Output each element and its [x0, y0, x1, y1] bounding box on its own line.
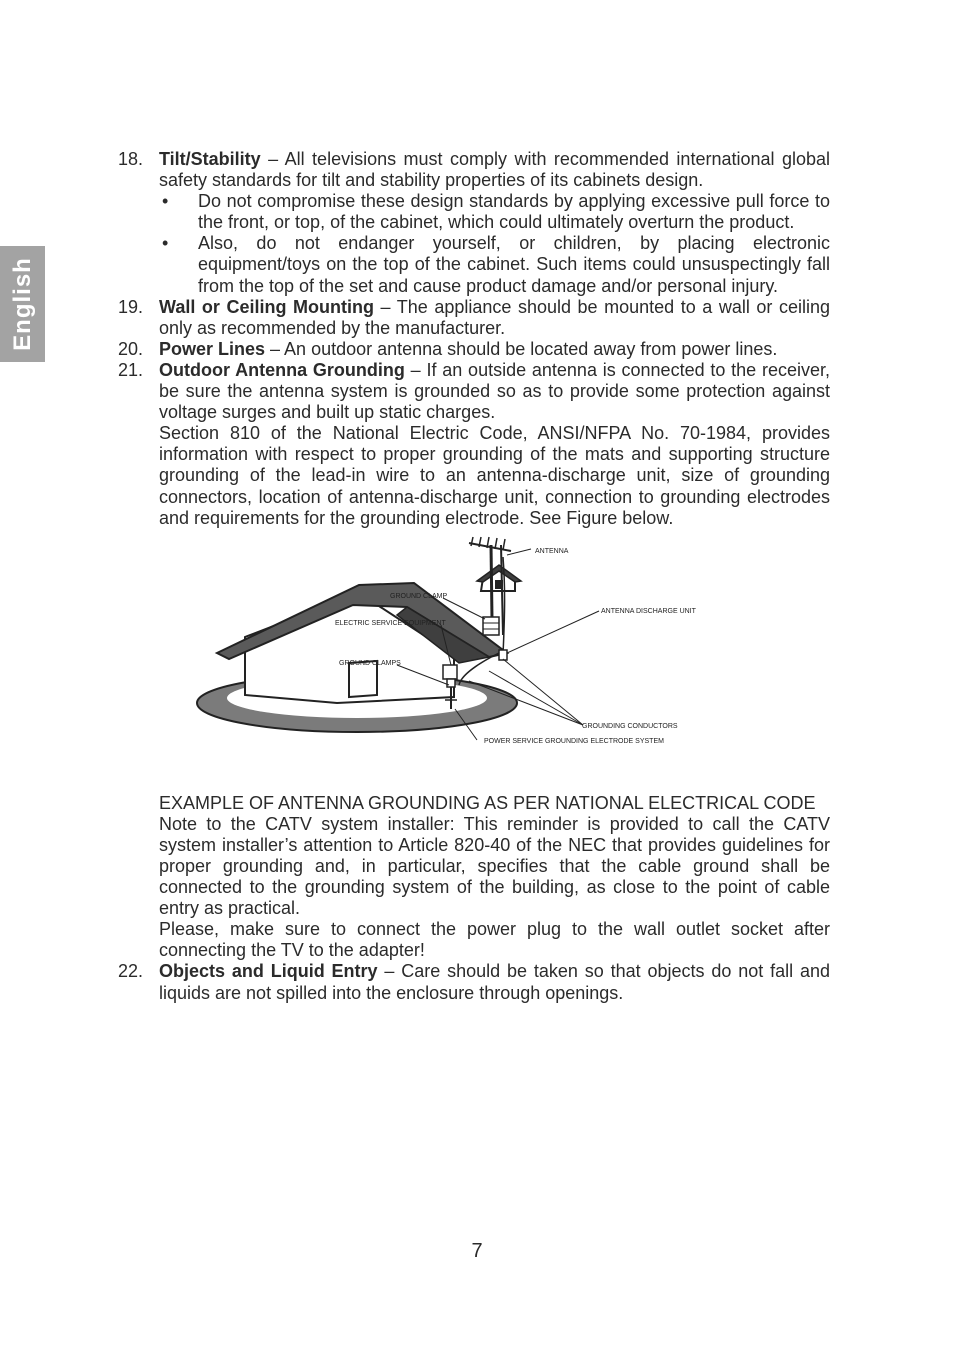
label-grounding-conductors: GROUNDING CONDUCTORS: [582, 722, 678, 730]
language-tab: [0, 246, 45, 362]
page-content: [118, 149, 830, 1004]
item-number: 18.: [118, 149, 144, 169]
list-item-18: [118, 149, 830, 297]
item-title: Outdoor Antenna Grounding: [159, 359, 405, 380]
bullet-item: [159, 191, 830, 233]
item-title: Tilt/Stability: [159, 149, 261, 169]
power-plug-note: Please, make sure to connect the power plug to the wall outlet socket after connecting the TV to the adapter!: [159, 919, 830, 961]
item-text: [159, 961, 830, 1003]
item-number: 20.: [118, 338, 144, 359]
item-title: Power Lines: [159, 338, 266, 359]
label-antenna-discharge-unit: ANTENNA DISCHARGE UNIT: [601, 607, 696, 615]
bullet-dot: •: [162, 191, 169, 212]
item-body: – Care should be taken so that objects do not fall and liquids are not spilled into the enclosure through openings.: [159, 961, 830, 1003]
catv-note: Note to the CATV system installer: This reminder is provided to call the CATV system installer’s attention to Article 820-40 of the NEC that provides guidelines for proper grounding and, in particular, specifies that the cable ground shall be connected to the grounding system of the building, as close to the point of cable entry as practical.: [159, 813, 830, 919]
bullet-text: Do not compromise these design standards by applying excessive pull force to the front, or top, of the cabinet, which could ultimately overturn the product.: [198, 191, 830, 233]
label-antenna: ANTENNA: [535, 547, 569, 555]
item-number: 22.: [118, 961, 144, 982]
item-body: – The appliance should be mounted to a wall or ceiling only as recommended by the manufacturer.: [159, 296, 830, 338]
item-title: Wall or Ceiling Mounting: [159, 296, 374, 317]
item-number: 21.: [118, 359, 144, 380]
item-text: [159, 297, 830, 339]
label-ground-clamp: GROUND CLAMP: [390, 592, 448, 600]
item-text: [159, 149, 830, 191]
item-body: – If an outside antenna is connected to the receiver, be sure the antenna system is grounded so as to provide some protection against voltage surges and built up static charges.: [159, 359, 831, 423]
bullet-dot: •: [162, 233, 169, 254]
page-number: 7: [471, 1240, 483, 1262]
list-item-22: [118, 961, 830, 1003]
language-tab-label: English: [8, 257, 36, 351]
antenna-grounding-diagram: [159, 535, 871, 765]
antenna-grounding-figure: [159, 535, 871, 765]
list-item-19: [118, 297, 830, 339]
label-grounding-electrode-system: POWER SERVICE GROUNDING ELECTRODE SYSTEM: [484, 737, 664, 745]
label-ground-clamps: GROUND CLAMPS: [339, 659, 401, 667]
section-810-paragraph: Section 810 of the National Electric Code, ANSI/NFPA No. 70-1984, provides information with respect to proper grounding of the mats and supporting structure grounding of the lead-in wire to an antenna-discharge unit, size of grounding connectors, location of antenna-discharge unit, connection to grounding electrodes and requirements for the grounding electrode. See Figure below.: [159, 423, 830, 528]
item-body: – An outdoor antenna should be located away from power lines.: [265, 338, 778, 359]
bullet-item: [159, 233, 830, 296]
figure-caption: EXAMPLE OF ANTENNA GROUNDING AS PER NATIONAL ELECTRICAL CODE: [159, 792, 816, 813]
list-item-20: [118, 339, 830, 360]
item-text: [159, 360, 830, 423]
item-title: Objects and Liquid Entry: [159, 961, 378, 982]
item-text: [159, 339, 830, 360]
item-number: 19.: [118, 296, 144, 317]
item-body: – All televisions must comply with recommended international global safety standards for tilt and stability properties of its cabinets design.: [159, 149, 830, 191]
label-electric-service-equipment: ELECTRIC SERVICE EQUIPMENT: [335, 619, 446, 627]
list-item-21: [118, 360, 830, 962]
bullet-text: Also, do not endanger yourself, or children, by placing electronic equipment/toys on the top of the cabinet. Such items could unsuspectingly fall from the top of the set and cause product damage and/or personal injury.: [198, 233, 830, 296]
